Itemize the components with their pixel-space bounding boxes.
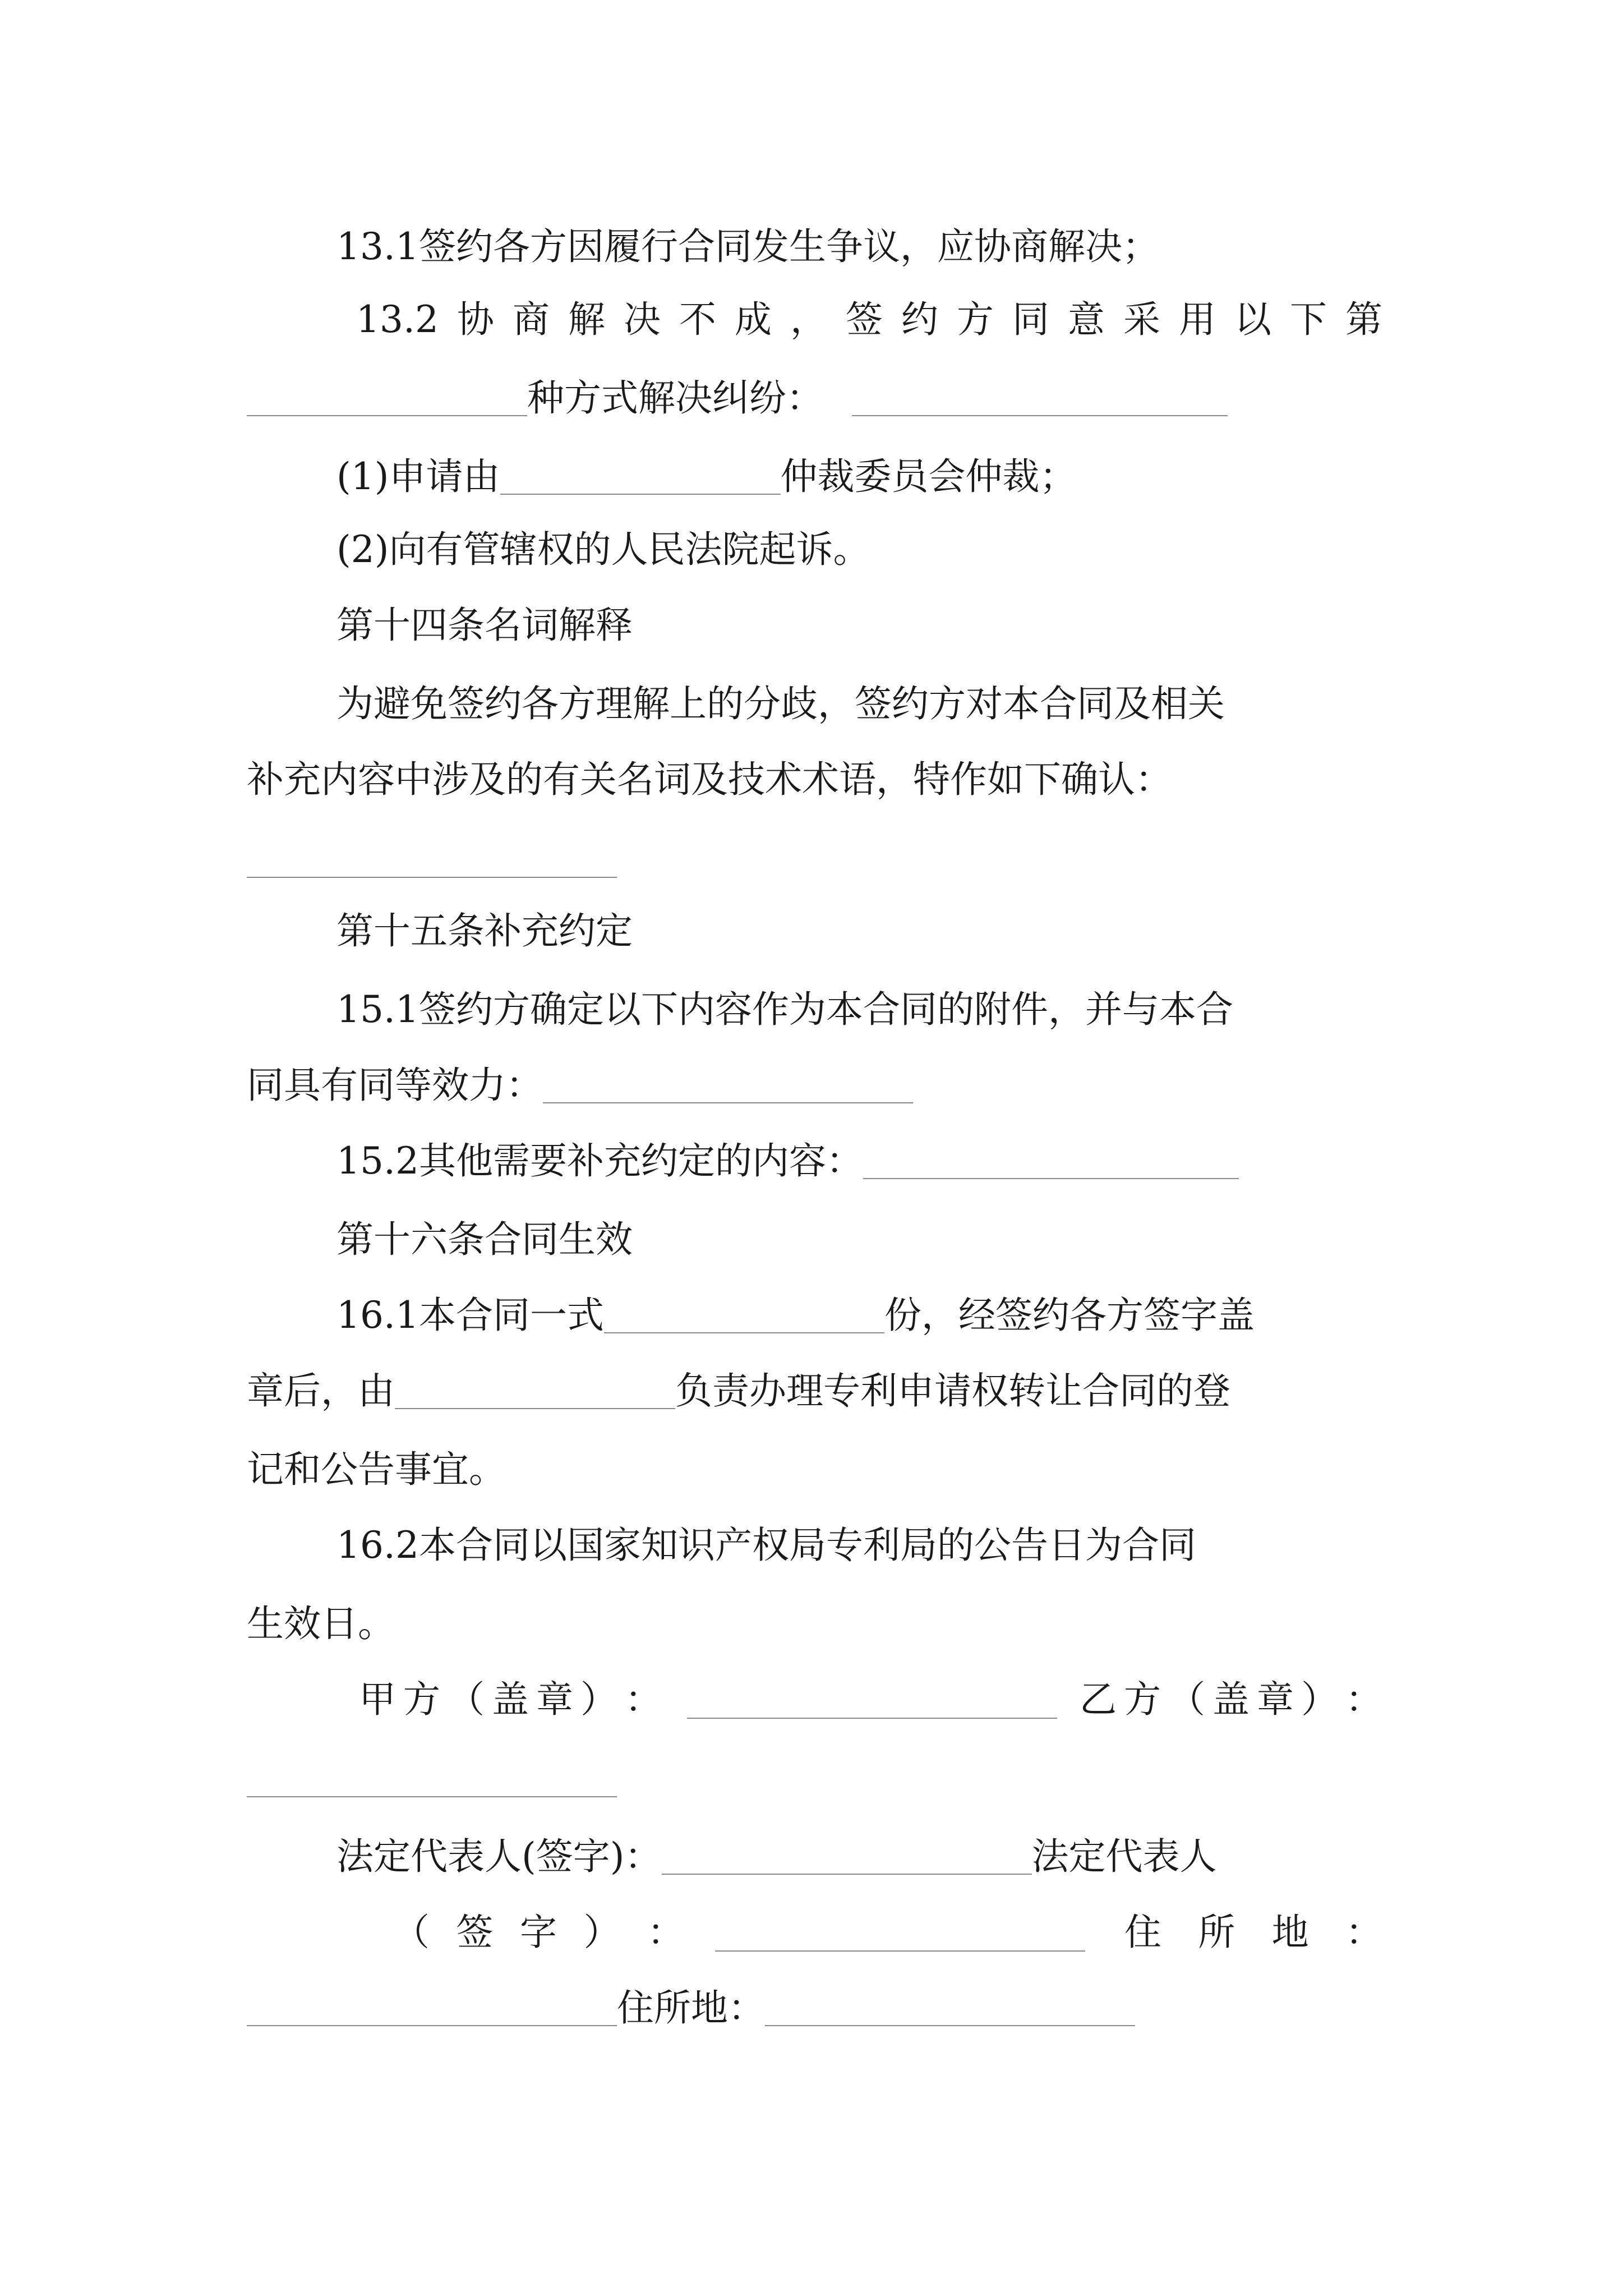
sign-paren-char: ） [583,1911,621,1954]
party-b-address-blank[interactable] [765,2025,1135,2026]
sign-paren-char: ： [647,1911,684,1954]
party-a-address-blank[interactable] [247,2025,617,2026]
clause-13-2-char: 方 [956,298,994,341]
sign-paren-char: （ [393,1911,430,1954]
party-a-seal-char: ： [625,1678,662,1721]
clause-13-2-char: 决 [623,298,661,341]
clause-16-1-b: 份，经签约各方签字盖 [884,1294,1255,1337]
clause-13-2-line2 [247,370,1228,426]
article-14-heading: 第十四条名词解释 [336,604,633,647]
option-2: (2)向有管辖权的人民法院起诉。 [336,528,870,571]
address-spaced-char: ： [1345,1911,1382,1954]
clause-16-1-a: 16.1本合同一式 [336,1294,604,1337]
address-spaced-char: 地 [1271,1911,1309,1954]
clause-16-2-line1: 16.2本合同以国家知识产权局专利局的公告日为合同 [336,1524,1196,1567]
clause-16-1-line2 [247,1363,1230,1419]
clause-13-2-char: 商 [512,298,550,341]
clause-13-2-char: 第 [1345,298,1382,341]
party-a-seal-char: 甲 [359,1678,396,1721]
sign-paren-label [393,1904,684,1961]
article-14-line1: 为避免签约各方理解上的分歧，签约方对本合同及相关 [336,682,1225,725]
clause-13-2-char: 意 [1067,298,1105,341]
legal-rep-label: 法定代表人 [1031,1835,1217,1878]
party-b-seal-char: ） [1301,1678,1338,1721]
attachment-blank[interactable] [543,1102,913,1103]
clause-13-2-char: 用 [1178,298,1216,341]
party-b-legal-rep-blank[interactable] [715,1950,1085,1952]
party-a-seal-label [359,1672,662,1728]
option-1 [336,449,1077,505]
method-number-blank[interactable] [247,415,527,416]
supplement-blank[interactable] [863,1178,1239,1179]
party-b-seal-label [1080,1672,1382,1728]
clause-13-2-char: ， [790,298,827,341]
clause-13-2-char: 下 [1289,298,1327,341]
party-a-seal-char: 盖 [492,1678,529,1721]
clause-16-1-line1 [336,1287,1255,1343]
clause-16-1-d: 负责办理专利申请权转让合同的登 [675,1369,1230,1412]
option-1-suffix: 仲裁委员会仲裁； [780,455,1077,498]
clause-13-2-char: 采 [1123,298,1160,341]
article-15-heading: 第十五条补充约定 [336,909,633,953]
clause-13-2-char: 协 [457,298,494,341]
party-b-seal-char: ： [1345,1678,1382,1721]
party-a-seal-char: 方 [403,1678,440,1721]
party-a-seal-char: （ [448,1678,485,1721]
party-a-legal-rep-blank[interactable] [662,1874,1032,1875]
option-1-prefix: (1)申请由 [336,455,500,498]
clause-13-2-text: 种方式解决纠纷： [527,376,823,420]
clause-16-1-line3: 记和公告事宜。 [247,1448,506,1491]
party-a-seal-blank[interactable] [687,1718,1057,1719]
article-16-heading: 第十六条合同生效 [336,1218,633,1261]
address-spaced-char: 所 [1198,1911,1235,1954]
address-line [247,1980,1135,2036]
arbitration-committee-blank[interactable] [500,494,781,495]
clause-13-2-line1 [356,292,1382,348]
clause-13-2-char: 成 [734,298,772,341]
sign-paren-char: 签 [456,1911,494,1954]
definitions-blank[interactable] [247,877,617,878]
sign-paren-char: 字 [520,1911,557,1954]
clause-15-2-text: 15.2其他需要补充约定的内容： [336,1139,863,1182]
party-b-seal-char: （ [1168,1678,1205,1721]
clause-13-2-char: 13.2 [356,298,439,341]
article-14-line2: 补充内容中涉及的有关名词及技术术语，特作如下确认： [247,758,1172,801]
address-label-spaced [1124,1904,1382,1961]
party-a-seal-char: 章 [536,1678,573,1721]
address-spaced-char: 住 [1124,1911,1161,1954]
copies-blank[interactable] [604,1332,884,1333]
party-b-seal-char: 方 [1124,1678,1161,1721]
party-a-seal-char: ） [580,1678,617,1721]
party-b-seal-char: 乙 [1080,1678,1117,1721]
responsible-party-blank[interactable] [395,1408,675,1409]
legal-rep-sign-label: 法定代表人(签字)： [336,1835,662,1878]
legal-rep-sign-line [336,1829,1217,1885]
clause-13-2-char: 以 [1234,298,1271,341]
clause-16-1-c: 章后，由 [247,1369,395,1412]
party-b-seal-char: 章 [1257,1678,1294,1721]
party-b-seal-char: 盖 [1212,1678,1249,1721]
party-b-seal-blank[interactable] [247,1796,617,1797]
clause-15-1-text: 同具有同等效力： [247,1064,543,1107]
clause-15-1-line2 [247,1057,913,1114]
clause-13-2-char: 解 [568,298,605,341]
clause-13-2-char: 同 [1012,298,1049,341]
address-label: 住所地： [617,1986,765,2030]
clause-13-1: 13.1签约各方因履行合同发生争议，应协商解决； [336,225,1159,268]
clause-13-2-char: 约 [901,298,938,341]
clause-13-2-char: 签 [845,298,883,341]
clause-13-2-char: 不 [679,298,716,341]
clause-15-2 [336,1133,1239,1189]
method-detail-blank[interactable] [852,415,1228,416]
clause-15-1-line1: 15.1签约方确定以下内容作为本合同的附件，并与本合 [336,988,1233,1031]
clause-16-2-line2: 生效日。 [247,1602,395,1645]
